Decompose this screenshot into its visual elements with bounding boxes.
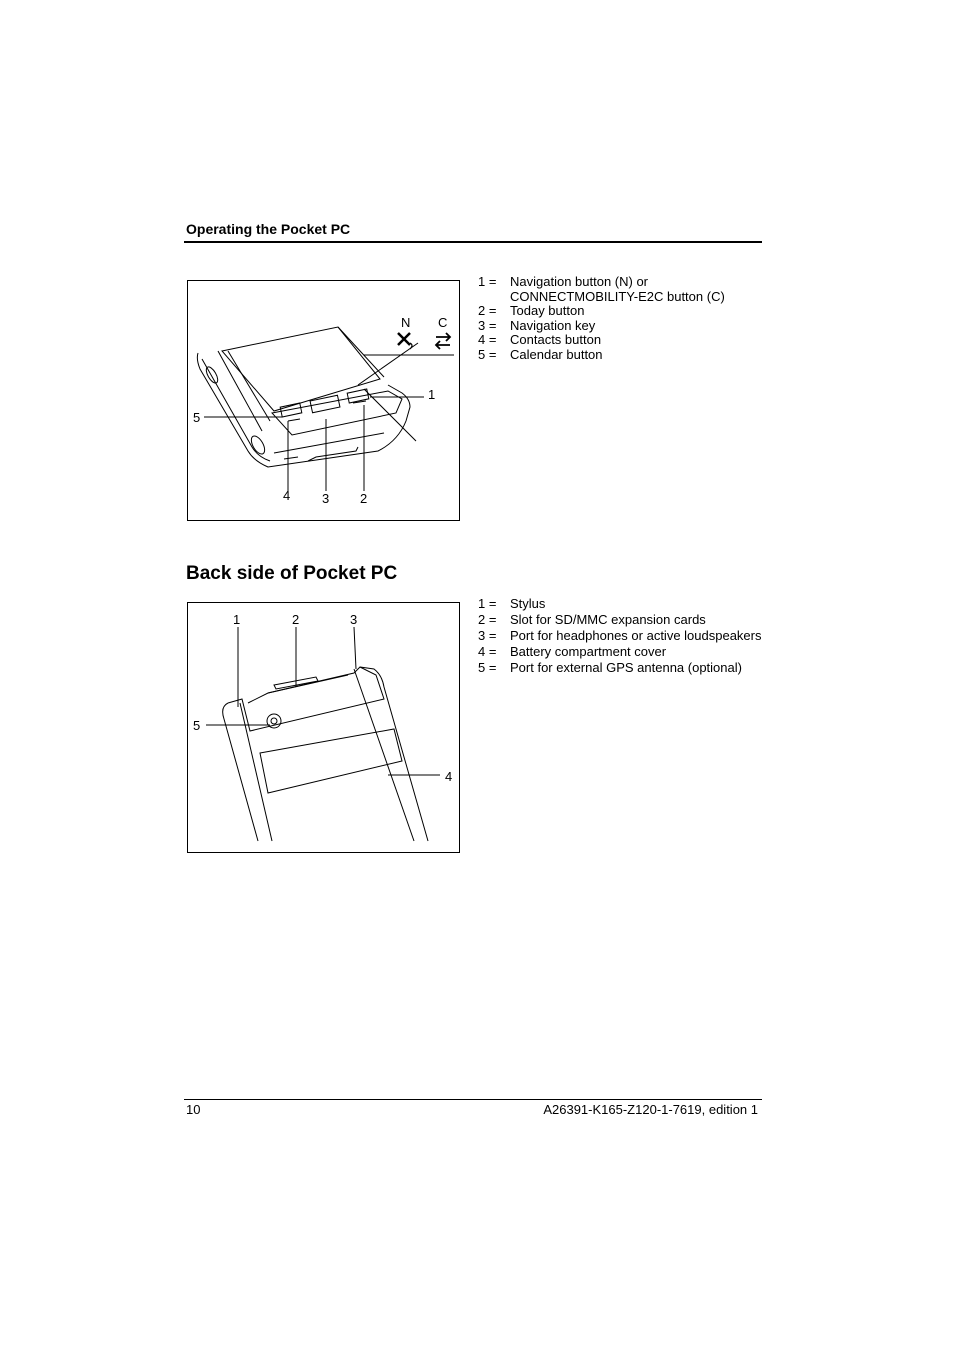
legend-item: 5 = Port for external GPS antenna (optional) [478,660,742,675]
front-buttons-figure [187,280,460,521]
mode-label-c: C [438,315,448,330]
legend-item: 3 = Port for headphones or active loudspeakers [478,628,762,643]
callout-1: 1 [233,612,241,627]
callout-5: 5 [193,718,201,733]
legend-item: 3 = Navigation key [478,317,596,333]
document-id: A26391-K165-Z120-1-7619, edition 1 [543,1102,758,1117]
legend-item: 5 = Calendar button [478,346,603,362]
header-rule [184,241,762,243]
section-title: Back side of Pocket PC [186,563,398,584]
callout-3: 3 [322,491,330,506]
callout-2: 2 [292,612,300,627]
legend-item: 4 = Battery compartment cover [478,644,667,659]
page-number: 10 [186,1102,201,1117]
callout-2: 2 [360,491,368,506]
legend-item: 4 = Contacts button [478,332,602,347]
callout-1: 1 [428,387,436,402]
callout-5: 5 [193,410,201,425]
back-side-legend [478,596,762,676]
mode-label-n: N [401,315,411,330]
navigation-mode-icon [398,333,412,349]
callout-4: 4 [445,769,453,784]
back-side-figure [187,602,460,853]
legend-item: 1 = Navigation button (N) or CONNECTMOBILITY-E2C button (C) [478,274,725,304]
footer-rule [184,1099,762,1100]
legend-item: 1 = Stylus [478,596,546,611]
sync-mode-icon [436,333,450,349]
legend-item: 2 = Today button [478,303,585,318]
legend-item: 2 = Slot for SD/MMC expansion cards [478,612,706,627]
callout-4: 4 [283,488,291,503]
callout-3: 3 [350,612,358,627]
front-buttons-legend [478,275,725,362]
front-buttons-illustration [188,281,459,520]
section-header: Operating the Pocket PC [186,221,351,237]
back-side-illustration [188,603,459,852]
